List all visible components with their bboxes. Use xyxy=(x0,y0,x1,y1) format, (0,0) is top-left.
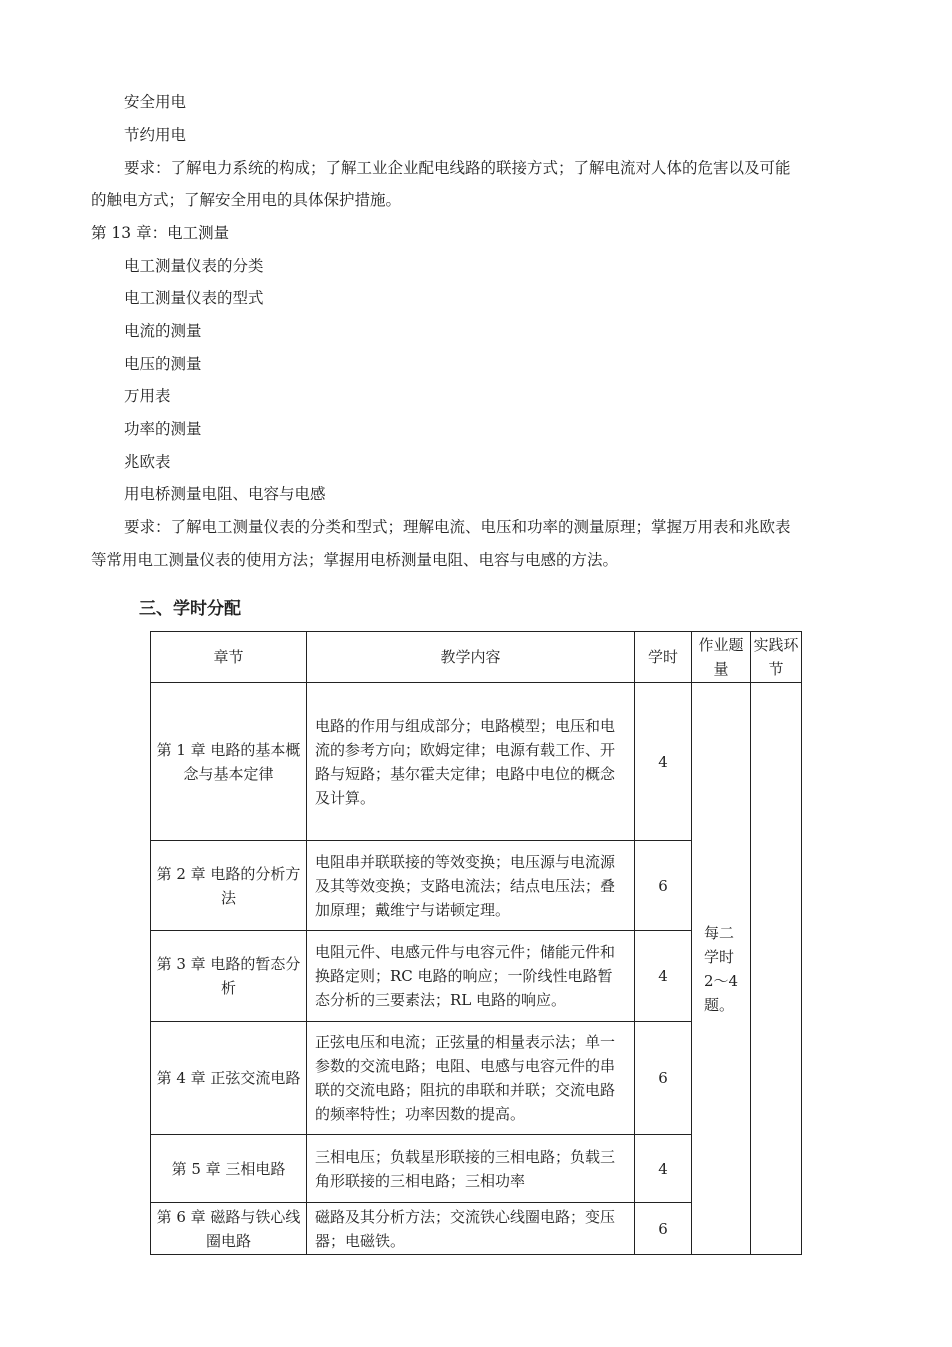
header-content: 教学内容 xyxy=(307,632,635,683)
row-hours: 4 xyxy=(635,683,692,841)
row-chapter: 第 6 章 磁路与铁心线圈电路 xyxy=(151,1203,307,1255)
row-hours: 4 xyxy=(635,1135,692,1203)
header-chapter: 章节 xyxy=(151,632,307,683)
row-chapter: 第 5 章 三相电路 xyxy=(151,1135,307,1203)
row-content: 电路的作用与组成部分；电路模型；电压和电流的参考方向；欧姆定律；电源有载工作、开路与短路；基尔霍夫定律；电路中电位的概念及计算。 xyxy=(307,683,635,841)
text-line: 电压的测量 xyxy=(124,355,202,373)
text-line: 要求：了解电工测量仪表的分类和型式；理解电流、电压和功率的测量原理；掌握万用表和兆欧表 xyxy=(124,518,791,536)
row-chapter: 第 2 章 电路的分析方法 xyxy=(151,841,307,931)
text-line: 万用表 xyxy=(124,387,171,405)
row-hours: 6 xyxy=(635,841,692,931)
header-hours: 学时 xyxy=(635,632,692,683)
text-line: 等常用电工测量仪表的使用方法；掌握用电桥测量电阻、电容与电感的方法。 xyxy=(91,551,619,569)
chapter-13-title: 第 13 章：电工测量 xyxy=(91,224,230,242)
row-chapter: 第 4 章 正弦交流电路 xyxy=(151,1022,307,1135)
text-line: 电流的测量 xyxy=(124,322,202,340)
practice-cell xyxy=(751,683,802,1255)
row-content: 正弦电压和电流；正弦量的相量表示法；单一参数的交流电路；电阻、电感与电容元件的串联的交流电路；阻抗的串联和并联；交流电路的频率特性；功率因数的提高。 xyxy=(307,1022,635,1135)
row-content: 三相电压；负载星形联接的三相电路；负载三角形联接的三相电路；三相功率 xyxy=(307,1135,635,1203)
text-line: 节约用电 xyxy=(124,126,187,144)
header-practice: 实践环节 xyxy=(751,632,802,683)
text-line: 安全用电 xyxy=(124,93,187,111)
schedule-table xyxy=(150,631,802,1255)
row-content: 电阻串并联联接的等效变换；电压源与电流源及其等效变换；支路电流法；结点电压法；叠加原理；戴维宁与诺顿定理。 xyxy=(307,841,635,931)
header-homework: 作业题量 xyxy=(692,632,751,683)
text-line: 兆欧表 xyxy=(124,453,171,471)
homework-cell: 每二学时2～4题。 xyxy=(692,683,751,1255)
row-hours: 6 xyxy=(635,1022,692,1135)
row-hours: 6 xyxy=(635,1203,692,1255)
text-line: 电工测量仪表的型式 xyxy=(124,289,264,307)
table-row xyxy=(151,683,802,841)
text-line: 的触电方式；了解安全用电的具体保护措施。 xyxy=(91,191,402,209)
row-content: 磁路及其分析方法；交流铁心线圈电路；变压器；电磁铁。 xyxy=(307,1203,635,1255)
text-line: 要求：了解电力系统的构成；了解工业企业配电线路的联接方式；了解电流对人体的危害以及可能 xyxy=(124,159,791,177)
text-line: 功率的测量 xyxy=(124,420,202,438)
row-chapter: 第 1 章 电路的基本概念与基本定律 xyxy=(151,683,307,841)
row-content: 电阻元件、电感元件与电容元件；储能元件和换路定则；RC 电路的响应；一阶线性电路暂态分析的三要素法；RL 电路的响应。 xyxy=(307,931,635,1022)
row-hours: 4 xyxy=(635,931,692,1022)
text-line: 电工测量仪表的分类 xyxy=(124,257,264,275)
row-chapter: 第 3 章 电路的暂态分析 xyxy=(151,931,307,1022)
section-heading: 三、学时分配 xyxy=(139,599,241,619)
text-line: 用电桥测量电阻、电容与电感 xyxy=(124,485,326,503)
table-header-row xyxy=(151,632,802,683)
